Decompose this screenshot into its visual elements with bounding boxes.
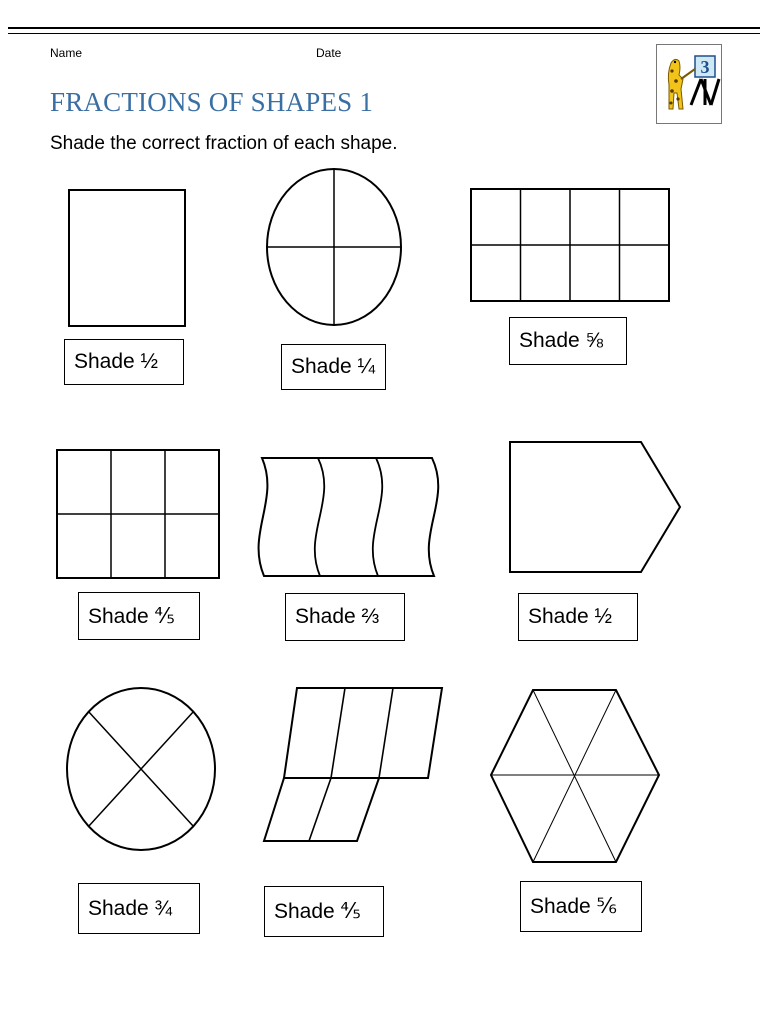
circle-x-quarters-shape xyxy=(66,687,216,851)
problem-7-label: Shade ¾ xyxy=(78,883,200,934)
problem-8-label: Shade ⅘ xyxy=(264,886,384,937)
problem-6-label: Shade ½ xyxy=(518,593,638,641)
pentagon-shape xyxy=(508,440,682,574)
rectangle-eighths-shape xyxy=(470,188,670,302)
problem-5-label: Shade ⅔ xyxy=(285,593,405,641)
problem-4-label: Shade ⅘ xyxy=(78,592,200,640)
square-shape xyxy=(68,189,186,327)
name-label: Name xyxy=(50,46,83,60)
problem-1-label: Shade ½ xyxy=(64,339,184,385)
problem-9-label: Shade ⅚ xyxy=(520,881,642,932)
rectangle-sixths-shape xyxy=(56,449,220,579)
giraffe-teacher-icon xyxy=(657,45,723,125)
header-rule-thick xyxy=(8,27,760,29)
date-label: Date xyxy=(316,46,342,60)
problem-2-label: Shade ¼ xyxy=(281,344,386,390)
wave-thirds-shape xyxy=(248,455,442,579)
parallelogram-fifths-shape xyxy=(262,686,444,844)
circle-quarters-shape xyxy=(266,168,402,326)
instruction-text: Shade the correct fraction of each shape. xyxy=(50,133,398,154)
logo xyxy=(656,44,722,124)
problem-3-label: Shade ⅝ xyxy=(509,317,627,365)
header-rule-thin xyxy=(8,33,760,34)
logo-grade-number: 3 xyxy=(700,57,710,77)
page-title: FRACTIONS OF SHAPES 1 xyxy=(50,87,374,117)
hexagon-sixths-shape xyxy=(489,688,661,864)
